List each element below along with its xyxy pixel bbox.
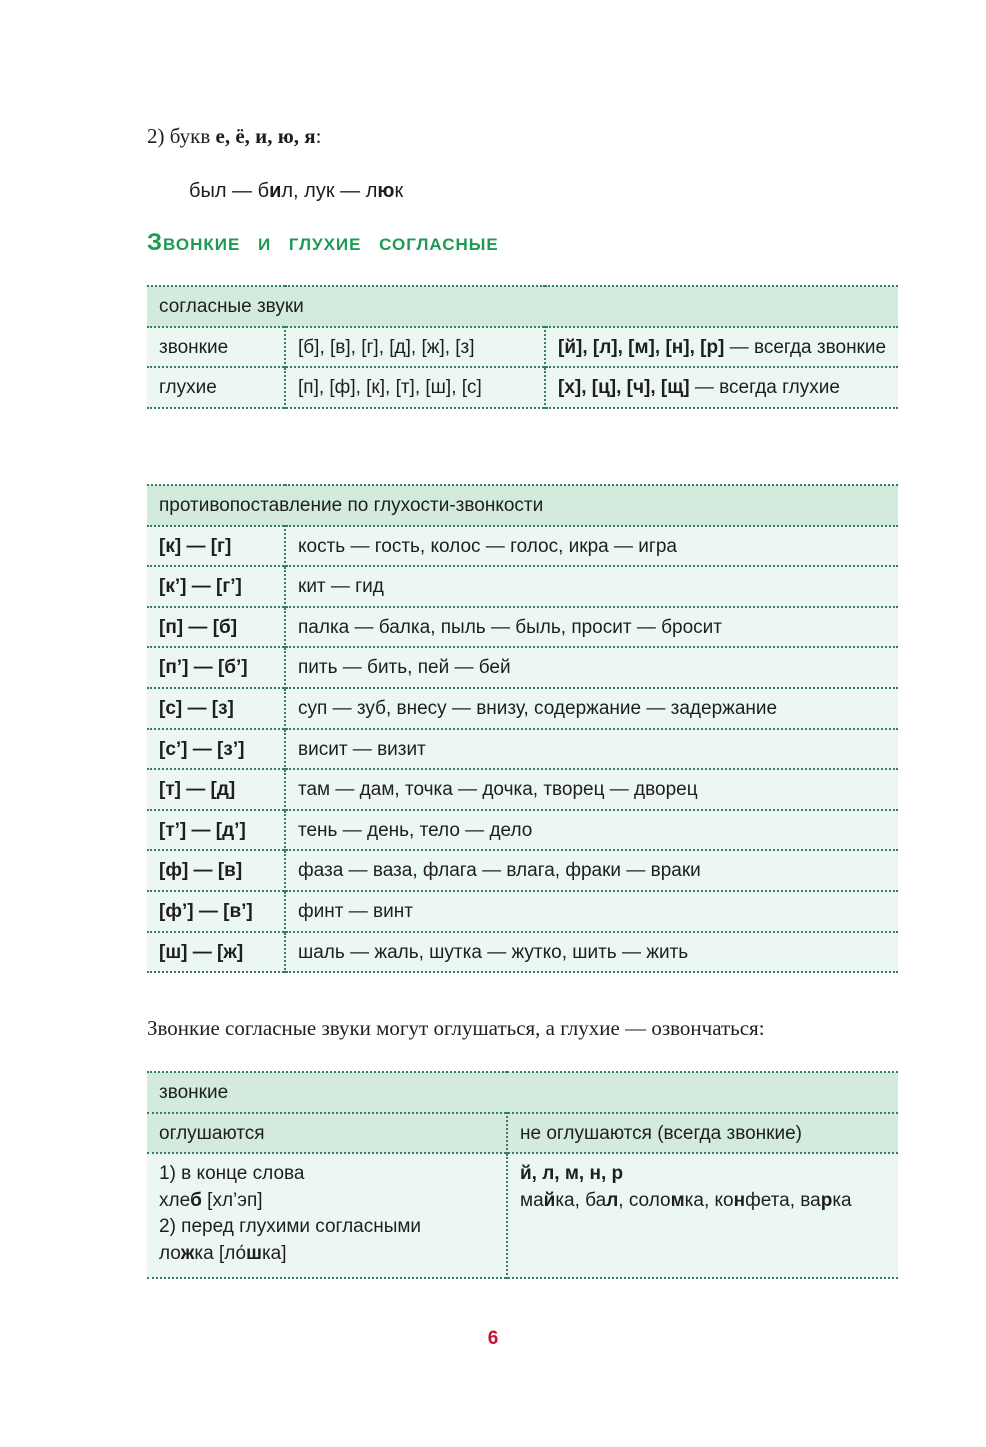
rule-note: Звонкие согласные звуки могут оглушаться, а глухие — озвончаться: xyxy=(147,1016,765,1040)
table-row: [к’] — [г’] кит — гид xyxy=(147,566,898,607)
table-row: [п] — [б] палка — балка, пыль — быль, просит — бросит xyxy=(147,607,898,648)
table-row: [т] — [д] там — дам, точка — дочка, творец — дворец xyxy=(147,769,898,810)
table-row: [с] — [з] суп — зуб, внесу — внизу, содержание — задержание xyxy=(147,688,898,729)
opposition-table xyxy=(147,484,898,973)
table-header: согласные звуки xyxy=(147,286,898,327)
section-heading: Звонкие и глухие согласные xyxy=(147,229,499,256)
table-header: противопоставление по глухости-звонкости xyxy=(147,485,898,526)
table-row: глухие [п], [ф], [к], [т], [ш], [с] [х], [ц], [ч], [щ] — всегда глухие xyxy=(147,367,898,408)
example-line: был — бил, лук — люк xyxy=(189,180,404,202)
table-row: [ф] — [в] фаза — ваза, флага — влага, фраки — враки xyxy=(147,850,898,891)
table-row: [т’] — [д’] тень — день, тело — дело xyxy=(147,810,898,851)
always-voiced-cell: й, л, м, н, р майка, бал, соломка, конфета, варка xyxy=(507,1153,898,1277)
table-row: [ф’] — [в’] финт — винт xyxy=(147,891,898,932)
table-row: [к] — [г] кость — гость, колос — голос, икра — игра xyxy=(147,526,898,567)
table-row xyxy=(147,1153,898,1277)
table-row: [ш] — [ж] шаль — жаль, шутка — жутко, шить — жить xyxy=(147,932,898,973)
table-row: [п’] — [б’] пить — бить, пей — бей xyxy=(147,647,898,688)
table-row: звонкие [б], [в], [г], [д], [ж], [з] [й], [л], [м], [н], [р] — всегда звонкие xyxy=(147,327,898,368)
table-row: [с’] — [з’] висит — визит xyxy=(147,729,898,770)
devoicing-cell: 1) в конце слова хлеб [хл’эп] 2) перед глухими согласными ложка [ло́шка] xyxy=(147,1153,507,1277)
page-number: 6 xyxy=(487,1328,499,1349)
intro-line: 2) букв е, ё, и, ю, я: xyxy=(147,124,322,148)
column-headers: оглушаются не оглушаются (всегда звонкие) xyxy=(147,1113,898,1154)
consonants-table xyxy=(147,285,898,409)
voiced-table xyxy=(147,1071,898,1279)
table-header: звонкие xyxy=(147,1072,898,1113)
